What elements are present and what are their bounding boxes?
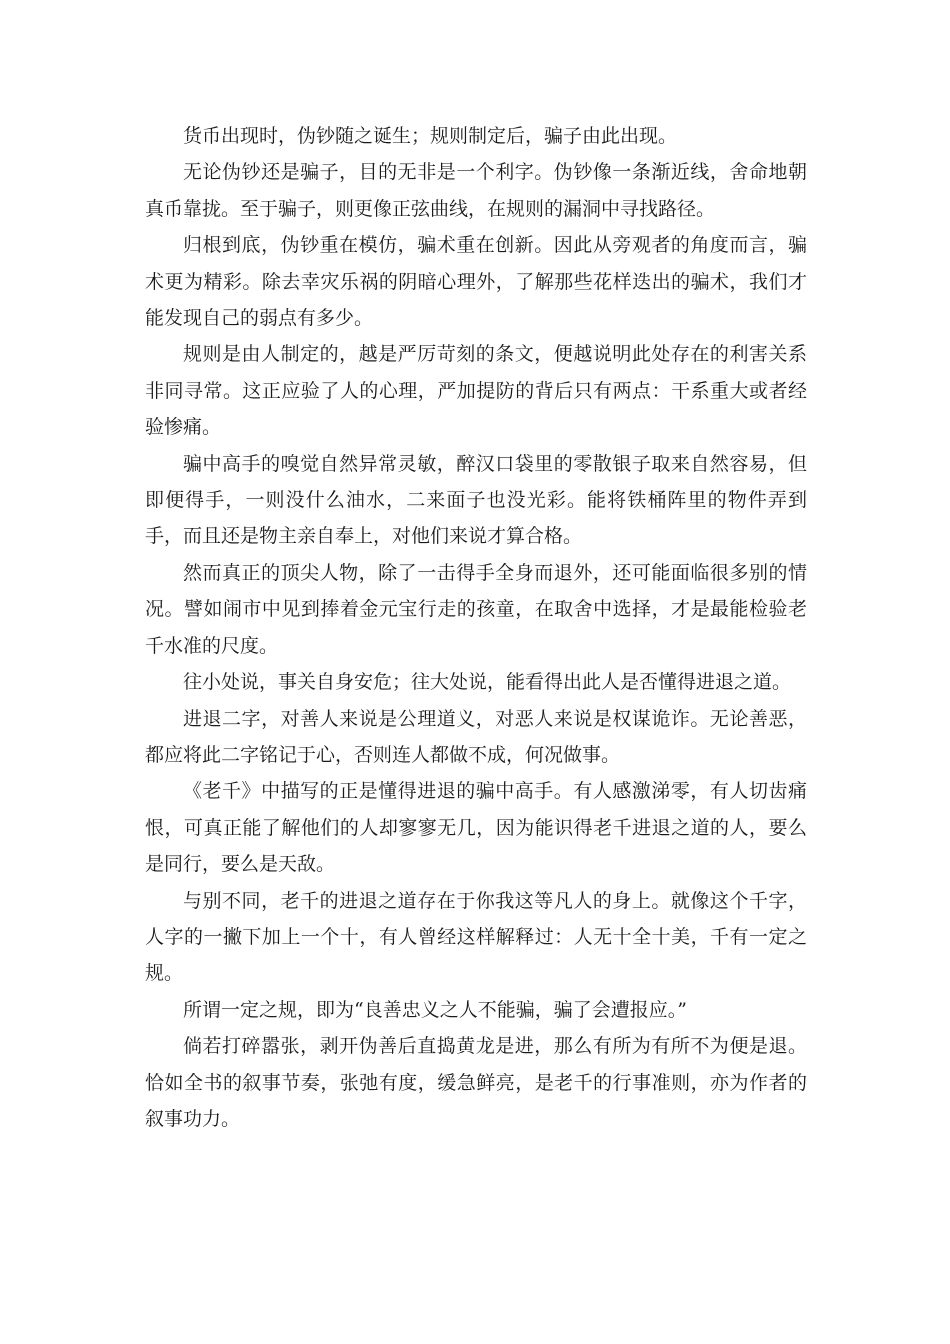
- paragraph: 骗中高手的嗅觉自然异常灵敏，醉汉口袋里的零散银子取来自然容易，但即便得手，一则没什么油水，二来面子也没光彩。能将铁桶阵里的物件弄到手，而且还是物主亲自奉上，对他们来说才算合格。: [145, 452, 807, 548]
- paragraph: 进退二字，对善人来说是公理道义，对恶人来说是权谋诡诈。无论善恶，都应将此二字铭记于心，否则连人都做不成，何况做事。: [145, 707, 807, 766]
- paragraph: 所谓一定之规，即为“良善忠义之人不能骗，骗了会遭报应。”: [183, 998, 687, 1021]
- paragraph: 然而真正的顶尖人物，除了一击得手全身而退外，还可能面临很多别的情况。譬如闹市中见到捧着金元宝行走的孩童，在取舍中选择，才是最能检验老千水准的尺度。: [145, 561, 807, 657]
- paragraph: 与别不同，老千的进退之道存在于你我这等凡人的身上。就像这个千字，人字的一撇下加上一个十，有人曾经这样解释过：人无十全十美，千有一定之规。: [145, 889, 807, 985]
- paragraph: 无论伪钞还是骗子，目的无非是一个利字。伪钞像一条渐近线，舍命地朝真币靠拢。至于骗子，则更像正弦曲线，在规则的漏洞中寻找路径。: [145, 161, 807, 220]
- paragraph: 规则是由人制定的，越是严厉苛刻的条文，便越说明此处存在的利害关系非同寻常。这正应验了人的心理，严加提防的背后只有两点：干系重大或者经验惨痛。: [145, 343, 807, 439]
- article-body: [145, 118, 807, 1137]
- paragraph: 倘若打碎嚣张，剥开伪善后直捣黄龙是进，那么有所为有所不为便是退。恰如全书的叙事节奏，张弛有度，缓急鲜亮，是老千的行事准则，亦为作者的叙事功力。: [145, 1035, 807, 1130]
- paragraph: 货币出现时，伪钞随之诞生；规则制定后，骗子由此出现。: [183, 125, 678, 147]
- paragraph: 往小处说，事关自身安危；往大处说，能看得出此人是否懂得进退之道。: [183, 671, 792, 694]
- paragraph: 《老千》中描写的正是懂得进退的骗中高手。有人感激涕零，有人切齿痛恨，可真正能了解他们的人却寥寥无几，因为能识得老千进退之道的人，要么是同行，要么是天敌。: [145, 780, 807, 876]
- paragraph: 归根到底，伪钞重在模仿，骗术重在创新。因此从旁观者的角度而言，骗术更为精彩。除去幸灾乐祸的阴暗心理外，了解那些花样迭出的骗术，我们才能发现自己的弱点有多少。: [145, 234, 807, 330]
